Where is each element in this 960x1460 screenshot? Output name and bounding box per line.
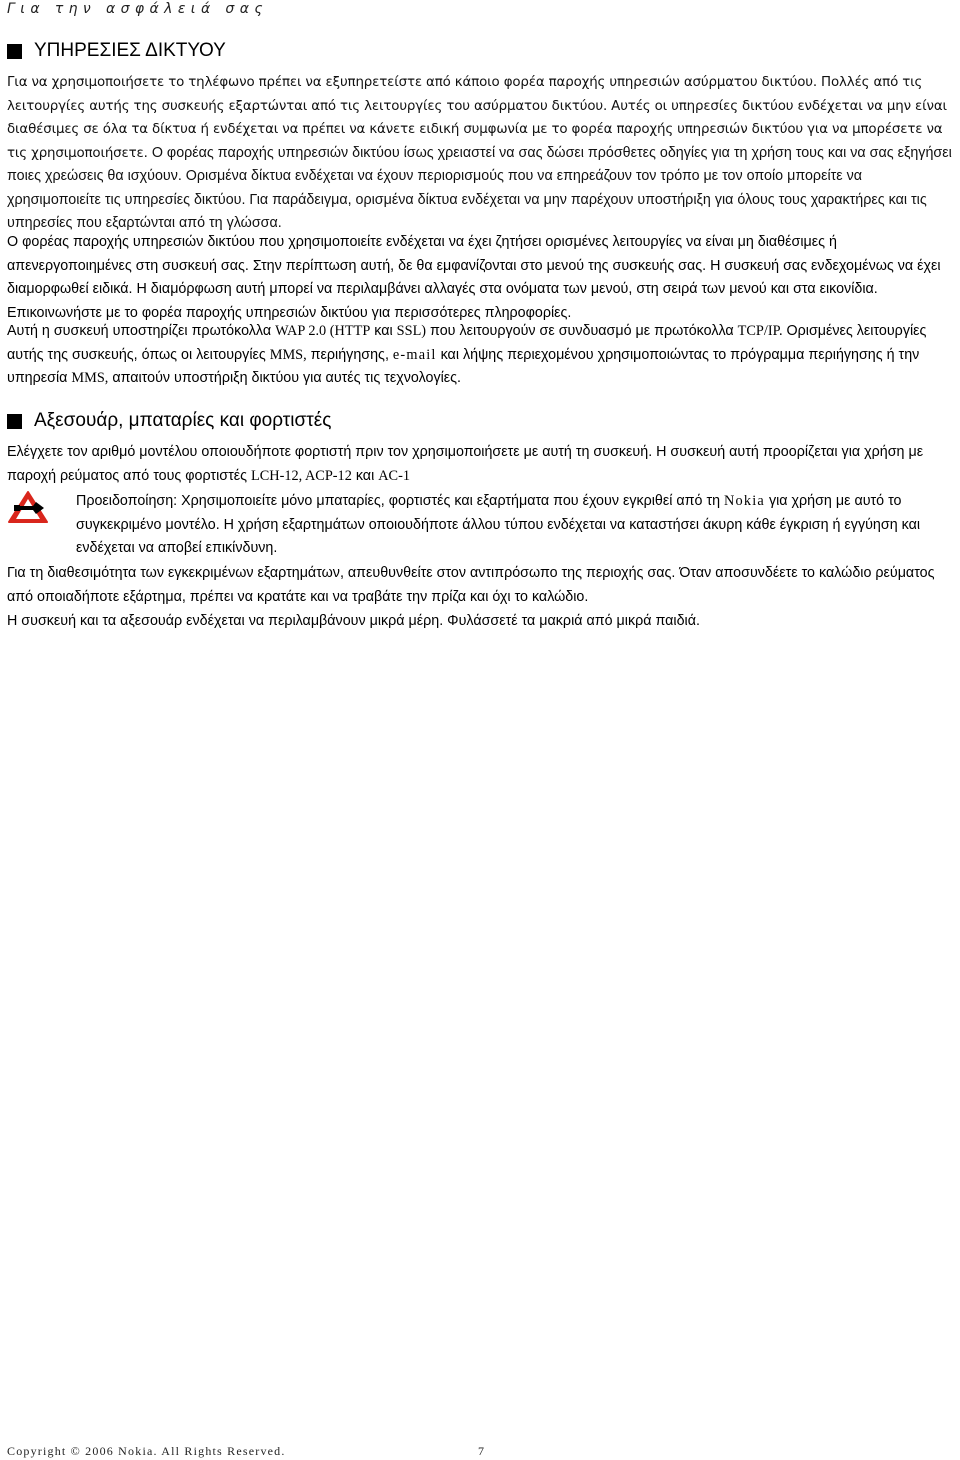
text-run: περιήγησης,: [306, 346, 393, 363]
charger-model-ac: AC-1: [378, 467, 411, 484]
charger-models: LCH-12, ACP-12: [250, 467, 352, 484]
paragraph-text: Για να χρησιμοποιήσετε το τηλέφωνο πρέπει να εξυπηρετείστε από κάποιο φορέα παροχής υπηρεσιών ασύρματου δικτύου. Πολλές από τις λειτουργίες αυτής της συσκευής εξαρτώνται από τις λειτουργίες του ασύρματου δικτύου. Αυτές οι υπηρεσίες δικτύου ενδέχεται να μην είναι διαθέσιμες σε όλα τα δίκτυα ή ενδέχεται να πρέπει να κάνετε ειδική συμφωνία με το φορέα παροχής υπηρεσιών δικτύου για να μπορέσετε να τις χρησιμοποιήσετε.: [7, 75, 947, 161]
protocol-tcp-ip: TCP/IP.: [737, 323, 783, 339]
square-bullet-icon: [7, 414, 22, 429]
paragraph-text: Η συσκευή και τα αξεσουάρ ενδέχεται να περιλαμβάνουν μικρά μέρη. Φυλάσσετέ τα μακριά από μικρά παιδιά.: [7, 613, 700, 629]
term-mms: MMS,: [269, 346, 307, 363]
protocol-ssl: SSL): [396, 323, 427, 339]
paragraph-network-services: [7, 71, 955, 236]
text-run: Αυτή η συσκευή υποστηρίζει πρωτόκολλα: [7, 323, 276, 339]
section-title: Αξεσουάρ, μπαταρίες και φορτιστές: [34, 410, 332, 431]
term-email: e-mail: [392, 346, 437, 363]
text-run: και λήψης περιεχομένου χρησιμοποιώντας το πρόγραμμα περιήγησης ή την υπηρεσία: [7, 346, 920, 386]
section-title: ΥΠΗΡΕΣΙΕΣ ΔΙΚΤΥΟΥ: [34, 40, 226, 61]
paragraph-operator-features: [7, 231, 955, 325]
brand-nokia: Nokia: [724, 493, 765, 509]
paragraph-charger-models: [7, 441, 955, 488]
text-run: Ελέγχετε τον αριθμό μοντέλου οποιουδήποτε φορτιστή πριν τον χρησιμοποιήσετε με αυτή τη συσκευή. Η συσκευή αυτή προορίζεται για χρήση με παροχή ρεύματος από τους φορτιστές: [7, 444, 924, 484]
paragraph-protocols: [7, 320, 955, 391]
text-run: και: [351, 467, 379, 484]
term-mms: MMS,: [71, 370, 109, 386]
text-run: που λειτουργούν σε συνδυασμό με πρωτόκολλα: [426, 323, 738, 339]
copyright-footer: Copyright © 2006 Nokia. All Rights Reserved.: [7, 1444, 286, 1458]
section-heading-network-services: [7, 40, 226, 62]
text-run: Χρησιμοποιείτε μόνο μπαταρίες, φορτιστές και εξαρτήματα που έχουν εγκριθεί από τη: [177, 493, 725, 509]
page-number: 7: [478, 1444, 484, 1458]
paragraph-text: Για τη διαθεσιμότητα των εγκεκριμένων εξαρτημάτων, απευθυνθείτε στον αντιπρόσωπο της περιοχής σας. Όταν αποσυνδέετε το καλώδιο ρεύματος από οποιαδήποτε εξάρτημα, πρέπει να κρατάτε και να τραβάτε την πρίζα και όχι το καλώδιο.: [7, 565, 935, 605]
text-run: και: [370, 323, 397, 339]
text-run: Ορισμένες λειτουργίες αυτής της συσκευής, όπως οι λειτουργίες: [7, 323, 927, 363]
warning-text: [76, 490, 956, 561]
paragraph-text: Ο φορέας παροχής υπηρεσιών δικτύου που χρησιμοποιείτε ενδέχεται να έχει ζητήσει ορισμένες λειτουργίες να είναι μη διαθέσιμες ή απενεργοποιημένες στη συσκευή σας. Στην περίπτωση αυτή, δε θα εμφανίζονται στο μενού της συσκευής σας. Η συσκευή σας ενδεχομένως να έχει διαμορφωθεί ειδικά. Η διαμόρφωση αυτή μπορεί να περιλαμβάνει αλλαγές στα ονόματα των μενού, στη σειρά των μενού και στα εικονίδια. Επικοινωνήστε με το φορέα παροχής υπηρεσιών δικτύου για περισσότερες πληροφορίες.: [7, 234, 941, 321]
paragraph-text-cont: Ο φορέας παροχής υπηρεσιών δικτύου ίσως χρειαστεί να σας δώσει πρόσθετες οδηγίες για τη χρήση τους και να σας εξηγήσει ποιες χρεώσεις θα ισχύουν. Ορισμένα δίκτυα ενδέχεται να έχουν περιορισμούς που να επηρεάζουν τον τρόπο με τον οποίο μπορείτε να χρησιμοποιείτε τις υπηρεσίες δικτύου. Για παράδειγμα, ορισμένα δίκτυα ενδέχεται να μην παρέχουν υποστήριξη για όλους τους χαρακτήρες και τις υπηρεσίες που εξαρτώνται από τη γλώσσα.: [7, 144, 952, 231]
warning-label: Προειδοποίηση:: [76, 493, 178, 509]
square-bullet-icon: [7, 44, 22, 59]
paragraph-small-parts: [7, 610, 955, 634]
protocol-wap-http: WAP 2.0 (HTTP: [275, 323, 371, 339]
paragraph-accessory-availability: [7, 562, 955, 609]
warning-triangle-icon: [7, 490, 49, 524]
text-run: απαιτούν υποστήριξη δικτύου για αυτές τις τεχνολογίες.: [108, 370, 462, 386]
section-heading-accessories: [7, 410, 331, 432]
running-header: Για την ασφάλειά σας: [7, 1, 268, 17]
text-run: για χρήση με αυτό το συγκεκριμένο μοντέλο. Η χρήση εξαρτημάτων οποιουδήποτε άλλου τύπου ενδέχεται να καταστήσει άκυρη κάθε έγκριση ή εγγύηση και ενδέχεται να αποβεί επικίνδυνη.: [76, 493, 921, 556]
